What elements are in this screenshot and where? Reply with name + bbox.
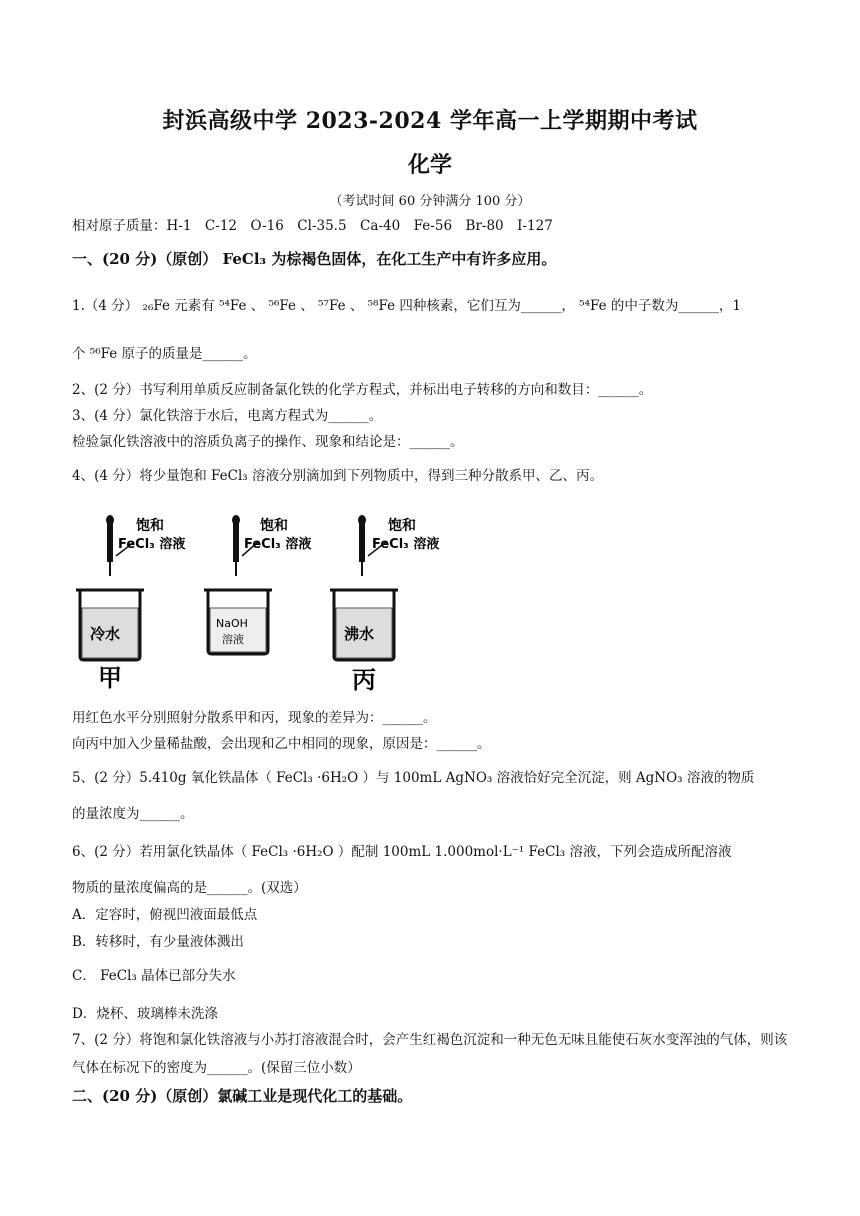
- question-4-part-c: 向丙中加入少量稀盐酸，会出现和乙中相同的现象，原因是：______。: [72, 736, 491, 752]
- dropper-c-label-1: 饱和: [388, 518, 416, 534]
- exam-title: 封浜高级中学 2023-2024 学年高一上学期期中考试: [162, 108, 698, 134]
- beaker-b-content-2: 溶液: [222, 633, 244, 646]
- beaker-c-content: 沸水: [344, 625, 375, 643]
- dropper-b-label-2: FeCl₃ 溶液: [244, 537, 312, 552]
- question-5-line-2: 的量浓度为______。: [72, 806, 194, 822]
- question-5-line-1: 5、(2 分）5.410g 氧化铁晶体（ FeCl₃ ·6H₂O ）与 100mL AgNO₃ 溶液恰好完全沉淀，则 AgNO₃ 溶液的物质: [72, 770, 755, 786]
- question-3-line-1: 3、(4 分）氯化铁溶于水后，电离方程式为______。: [72, 408, 383, 424]
- option-b: B．转移时，有少量液体溅出: [72, 934, 244, 950]
- exam-subject: 化学: [407, 152, 452, 178]
- dropper-a-label-2: FeCl₃ 溶液: [118, 537, 186, 552]
- question-6-line-2: 物质的量浓度偏高的是______。(双选）: [72, 880, 307, 896]
- question-3-line-2: 检验氯化铁溶液中的溶质负离子的操作、现象和结论是：______。: [72, 434, 464, 450]
- section-1-heading: 一、(20 分)（原创） FeCl₃ 为棕褐色固体，在化工生产中有许多应用。: [72, 250, 557, 268]
- beaker-c-label: 丙: [352, 666, 376, 694]
- question-1-line-2: 个 ⁵⁶Fe 原子的质量是______。: [72, 346, 257, 362]
- exam-time-note: （考试时间 60 分钟满分 100 分）: [329, 194, 531, 209]
- dropper-c-label-2: FeCl₃ 溶液: [372, 537, 440, 552]
- option-c: C． FeCl₃ 晶体已部分失水: [72, 968, 236, 984]
- question-6-line-1: 6、(2 分）若用氯化铁晶体（ FeCl₃ ·6H₂O ）配制 100mL 1.000mol·L⁻¹ FeCl₃ 溶液，下列会造成所配溶液: [72, 844, 732, 860]
- question-1-line-1: 1.（4 分） ₂₆Fe 元素有 ⁵⁴Fe 、 ⁵⁶Fe 、 ⁵⁷Fe 、 ⁵⁸Fe 四种核素，它们互为______， ⁵⁴Fe 的中子数为______，1: [72, 298, 741, 314]
- question-4-part-b: 用红色水平分别照射分散系甲和丙，现象的差异为：______。: [72, 710, 437, 726]
- question-4: 4、(4 分）将少量饱和 FeCl₃ 溶液分别滴加到下列物质中，得到三种分散系甲、乙、丙。: [72, 468, 603, 484]
- option-a: A．定容时，俯视凹液面最低点: [72, 907, 258, 923]
- option-d: D．烧杯、玻璃棒未洗涤: [72, 1006, 218, 1022]
- beaker-b-content-1: NaOH: [216, 617, 248, 630]
- question-7: 7、(2 分）将饱和氯化铁溶液与小苏打溶液混合时，会产生红褐色沉淀和一种无色无味且能使石灰水变浑浊的气体，则该气体在标况下的密度为______。(保留三位小数）: [72, 1032, 788, 1076]
- question-2: 2、(2 分）书写利用单质反应制备氯化铁的化学方程式，并标出电子转移的方向和数目：______。: [72, 382, 653, 398]
- beaker-a-label: 甲: [98, 664, 122, 692]
- beaker-figure: [72, 508, 492, 700]
- dropper-a-label-1: 饱和: [136, 518, 164, 534]
- section-2-heading: 二、(20 分)（原创）氯碱工业是现代化工的基础。: [72, 1087, 413, 1105]
- beaker-a-content: 冷水: [90, 625, 121, 643]
- dropper-b-label-1: 饱和: [260, 518, 288, 534]
- atomic-masses: 相对原子质量：H-1 C-12 O-16 Cl-35.5 Ca-40 Fe-56 Br-80 I-127: [72, 218, 553, 234]
